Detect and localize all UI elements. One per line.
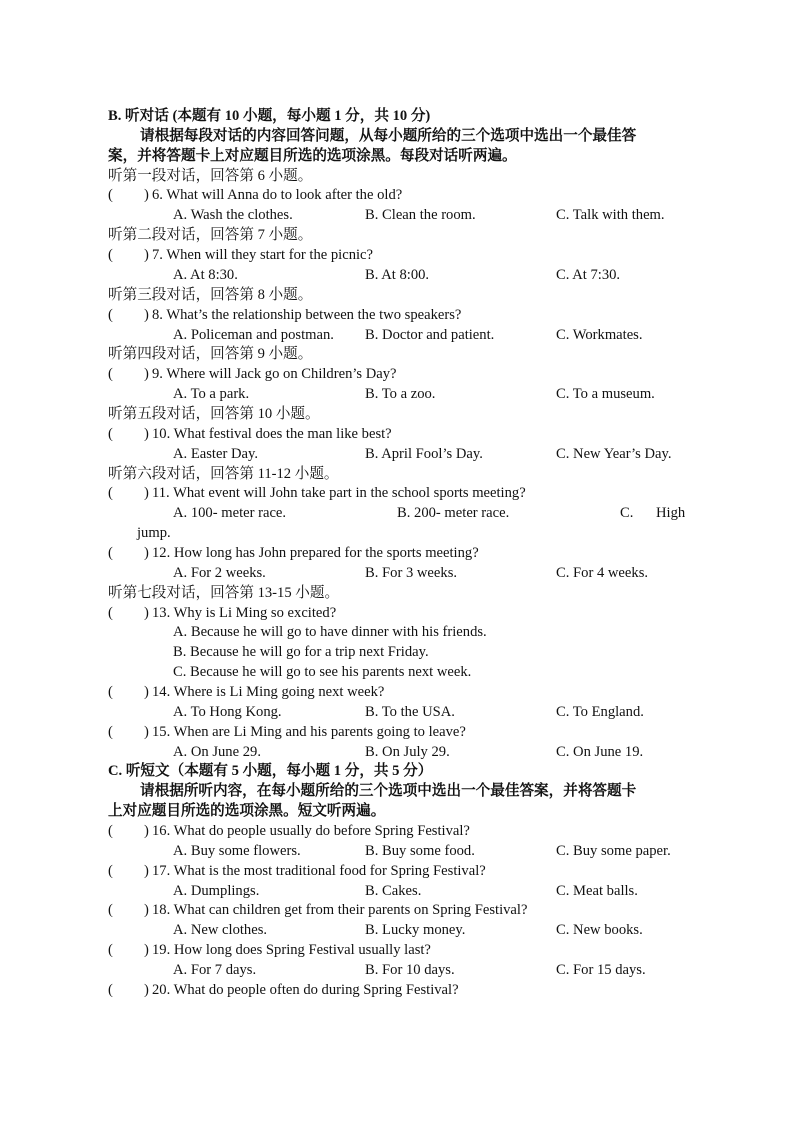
question-number: 12. xyxy=(152,544,171,561)
section-b-heading: B. 听对话 (本题有 10 小题，每小题 1 分，共 10 分) xyxy=(108,108,431,124)
option-b: B. Lucky money. xyxy=(365,922,466,939)
dialogue-prompt-line xyxy=(0,584,794,604)
question-stem xyxy=(152,862,486,882)
question-text: What do people usually do before Spring Festival? xyxy=(173,823,470,839)
option-c: C. New Year’s Day. xyxy=(556,445,672,462)
answer-bracket-close: ) xyxy=(144,544,149,561)
dialogue-prompt-line xyxy=(0,465,794,485)
question-stem xyxy=(152,683,384,703)
option-b: B. To the USA. xyxy=(365,703,455,720)
options-13-a xyxy=(0,623,794,643)
question-13 xyxy=(0,604,794,624)
option-a: A. Policeman and postman. xyxy=(173,326,334,343)
options-19 xyxy=(0,961,794,981)
options-14 xyxy=(0,703,794,723)
question-stem xyxy=(152,246,373,266)
option-a: A. 100- meter race. xyxy=(173,505,287,522)
question-number: 14. xyxy=(152,683,171,700)
answer-bracket-close: ) xyxy=(144,604,149,621)
option-b: B. At 8:00. xyxy=(365,266,430,283)
question-text: What do people often do during Spring Festival? xyxy=(173,981,459,998)
question-stem xyxy=(152,186,402,206)
option-c: C. For 15 days. xyxy=(556,962,646,978)
dialogue-prompt-line xyxy=(0,286,794,306)
question-stem xyxy=(152,822,470,842)
question-number: 8. xyxy=(152,306,163,323)
section-b-instruction-line xyxy=(0,127,794,147)
answer-bracket-open: ( xyxy=(108,823,113,839)
question-9 xyxy=(0,365,794,385)
answer-bracket-open: ( xyxy=(108,425,113,442)
option-c-text: High xyxy=(656,505,686,522)
answer-bracket-open: ( xyxy=(108,902,113,919)
answer-bracket-close: ) xyxy=(144,187,149,204)
option-b: B. Buy some food. xyxy=(365,842,475,859)
section-c-heading-line xyxy=(0,762,794,782)
answer-bracket-close: ) xyxy=(144,823,149,839)
option-b: B. To a zoo. xyxy=(365,386,436,402)
question-text: What will Anna do to look after the old? xyxy=(166,187,403,204)
question-text: Where will Jack go on Children’s Day? xyxy=(166,366,397,383)
answer-bracket-close: ) xyxy=(144,306,149,323)
question-stem xyxy=(152,425,392,445)
question-16 xyxy=(0,822,794,842)
dialogue-prompt: 听第四段对话，回答第 9 小题。 xyxy=(108,346,313,363)
answer-bracket-open: ( xyxy=(108,247,113,263)
option-c: C. To England. xyxy=(556,703,644,720)
answer-bracket-close: ) xyxy=(144,981,149,998)
answer-bracket-open: ( xyxy=(108,942,113,959)
section-c-heading: C. 听短文（本题有 5 小题，每小题 1 分，共 5 分） xyxy=(108,763,433,780)
question-stem xyxy=(152,306,461,326)
option-a: A. For 2 weeks. xyxy=(173,564,266,581)
answer-bracket-open: ( xyxy=(108,187,113,204)
option-b: B. Cakes. xyxy=(365,882,422,899)
question-stem xyxy=(152,365,397,385)
option-a: A. On June 29. xyxy=(173,743,261,760)
dialogue-prompt: 听第二段对话，回答第 7 小题。 xyxy=(108,227,313,244)
answer-bracket-close: ) xyxy=(144,683,149,700)
options-10 xyxy=(0,445,794,465)
question-stem xyxy=(152,901,527,921)
answer-bracket-close: ) xyxy=(144,723,149,740)
answer-bracket-open: ( xyxy=(108,544,113,561)
question-number: 9. xyxy=(152,366,163,383)
dialogue-prompt-line xyxy=(0,226,794,246)
option-a: A. At 8:30. xyxy=(173,266,238,283)
option-a: A. For 7 days. xyxy=(173,962,257,978)
question-text: What is the most traditional food for Spring Festival? xyxy=(173,862,486,879)
option-b: B. Because he will go for a trip next Friday. xyxy=(173,644,429,661)
question-text: What event will John take part in the school sports meeting? xyxy=(173,485,526,502)
option-c: C. Workmates. xyxy=(556,326,643,343)
options-17 xyxy=(0,882,794,902)
option-c: C. Talk with them. xyxy=(556,207,665,224)
options-11 xyxy=(0,504,794,524)
option-b: B. Clean the room. xyxy=(365,207,476,224)
section-c-instruction-line xyxy=(0,782,794,802)
question-19 xyxy=(0,941,794,961)
question-text: What can children get from their parents on Spring Festival? xyxy=(173,902,528,919)
dialogue-prompt: 听第六段对话，回答第 11-12 小题。 xyxy=(108,465,339,482)
question-10 xyxy=(0,425,794,445)
options-7 xyxy=(0,266,794,286)
question-text: How long has John prepared for the sports meeting? xyxy=(173,544,479,561)
section-b-instruction: 案，并将答题卡上对应题目所选的选项涂黑。每段对话听两遍。 xyxy=(108,147,517,164)
question-20 xyxy=(0,981,794,1001)
section-c-instruction: 请根据所听内容，在每小题所给的三个选项中选出一个最佳答案，并将答题卡 xyxy=(140,783,637,800)
question-text: Where is Li Ming going next week? xyxy=(173,683,385,700)
question-15 xyxy=(0,723,794,743)
option-c: C. For 4 weeks. xyxy=(556,564,649,581)
question-text: What festival does the man like best? xyxy=(173,425,392,442)
question-12 xyxy=(0,544,794,564)
question-11 xyxy=(0,484,794,504)
question-stem xyxy=(152,484,526,504)
option-b: B. For 3 weeks. xyxy=(365,564,458,581)
answer-bracket-open: ( xyxy=(108,306,113,323)
answer-bracket-open: ( xyxy=(108,683,113,700)
question-number: 6. xyxy=(152,187,163,204)
option-c: C. To a museum. xyxy=(556,386,655,402)
option-a: A. Dumplings. xyxy=(173,882,260,899)
answer-bracket-open: ( xyxy=(108,981,113,998)
section-c-instruction-line xyxy=(0,802,794,822)
question-number: 19. xyxy=(152,942,171,959)
options-12 xyxy=(0,564,794,584)
answer-bracket-close: ) xyxy=(144,247,149,263)
question-7 xyxy=(0,246,794,266)
options-13-b xyxy=(0,643,794,663)
answer-bracket-open: ( xyxy=(108,862,113,879)
answer-bracket-open: ( xyxy=(108,485,113,502)
question-8 xyxy=(0,306,794,326)
option-a: A. Easter Day. xyxy=(173,445,258,462)
section-c-instruction: 上对应题目所选的选项涂黑。短文听两遍。 xyxy=(108,803,386,820)
answer-bracket-close: ) xyxy=(144,366,149,383)
answer-bracket-open: ( xyxy=(108,604,113,621)
dialogue-prompt: 听第三段对话，回答第 8 小题。 xyxy=(108,286,313,303)
question-stem xyxy=(152,941,431,961)
question-text: When are Li Ming and his parents going to leave? xyxy=(173,723,466,740)
option-a: A. Because he will go to have dinner with his friends. xyxy=(173,624,487,641)
question-number: 16. xyxy=(152,823,171,839)
options-8 xyxy=(0,326,794,346)
option-a: A. Buy some flowers. xyxy=(173,842,301,859)
question-number: 18. xyxy=(152,902,171,919)
option-a: A. To Hong Kong. xyxy=(173,703,282,720)
question-stem xyxy=(152,981,459,1001)
options-11-wrap xyxy=(0,524,794,544)
dialogue-prompt: 听第七段对话，回答第 13-15 小题。 xyxy=(108,584,340,601)
option-c: C. At 7:30. xyxy=(556,266,621,283)
section-b-instruction-line xyxy=(0,147,794,167)
section-b-heading-line xyxy=(0,107,794,127)
dialogue-prompt-line xyxy=(0,345,794,365)
question-stem xyxy=(152,544,479,564)
answer-bracket-close: ) xyxy=(144,942,149,959)
option-c: C. On June 19. xyxy=(556,743,644,760)
question-number: 11. xyxy=(152,485,170,502)
option-c: C. Meat balls. xyxy=(556,882,638,899)
question-18 xyxy=(0,901,794,921)
option-c: C. New books. xyxy=(556,922,643,939)
option-b: B. For 10 days. xyxy=(365,962,455,978)
option-a: A. Wash the clothes. xyxy=(173,207,293,224)
question-6 xyxy=(0,186,794,206)
question-number: 20. xyxy=(152,981,171,998)
option-c: C. Because he will go to see his parents next week. xyxy=(173,664,472,681)
answer-bracket-open: ( xyxy=(108,366,113,383)
option-b: B. On July 29. xyxy=(365,743,450,760)
section-b-instruction: 请根据每段对话的内容回答问题，从每小题所给的三个选项中选出一个最佳答 xyxy=(140,127,637,144)
option-c-text-continued: jump. xyxy=(137,525,171,542)
question-text: How long does Spring Festival usually last? xyxy=(173,942,431,959)
question-number: 7. xyxy=(152,247,163,263)
answer-bracket-close: ) xyxy=(144,862,149,879)
question-14 xyxy=(0,683,794,703)
question-17 xyxy=(0,862,794,882)
question-text: What’s the relationship between the two speakers? xyxy=(166,306,462,323)
answer-bracket-close: ) xyxy=(144,902,149,919)
option-c: C. Buy some paper. xyxy=(556,842,671,859)
dialogue-prompt: 听第五段对话，回答第 10 小题。 xyxy=(108,405,320,422)
question-number: 17. xyxy=(152,862,171,879)
option-b: B. April Fool’s Day. xyxy=(365,445,483,462)
options-15 xyxy=(0,743,794,763)
question-text: Why is Li Ming so excited? xyxy=(173,604,337,621)
question-number: 13. xyxy=(152,604,171,621)
answer-bracket-close: ) xyxy=(144,425,149,442)
option-a: A. New clothes. xyxy=(173,922,268,939)
options-6 xyxy=(0,206,794,226)
question-text: When will they start for the picnic? xyxy=(166,247,374,263)
option-b: B. Doctor and patient. xyxy=(365,326,495,343)
question-number: 15. xyxy=(152,723,171,740)
question-number: 10. xyxy=(152,425,171,442)
option-c-label: C. xyxy=(620,505,634,522)
options-16 xyxy=(0,842,794,862)
options-18 xyxy=(0,921,794,941)
question-stem xyxy=(152,723,466,743)
dialogue-prompt: 听第一段对话，回答第 6 小题。 xyxy=(108,167,313,184)
option-a: A. To a park. xyxy=(173,386,250,402)
answer-bracket-close: ) xyxy=(144,485,149,502)
dialogue-prompt-line xyxy=(0,167,794,187)
question-stem xyxy=(152,604,336,624)
options-13-c xyxy=(0,663,794,683)
answer-bracket-open: ( xyxy=(108,723,113,740)
option-b: B. 200- meter race. xyxy=(397,505,510,522)
dialogue-prompt-line xyxy=(0,405,794,425)
options-9 xyxy=(0,385,794,405)
